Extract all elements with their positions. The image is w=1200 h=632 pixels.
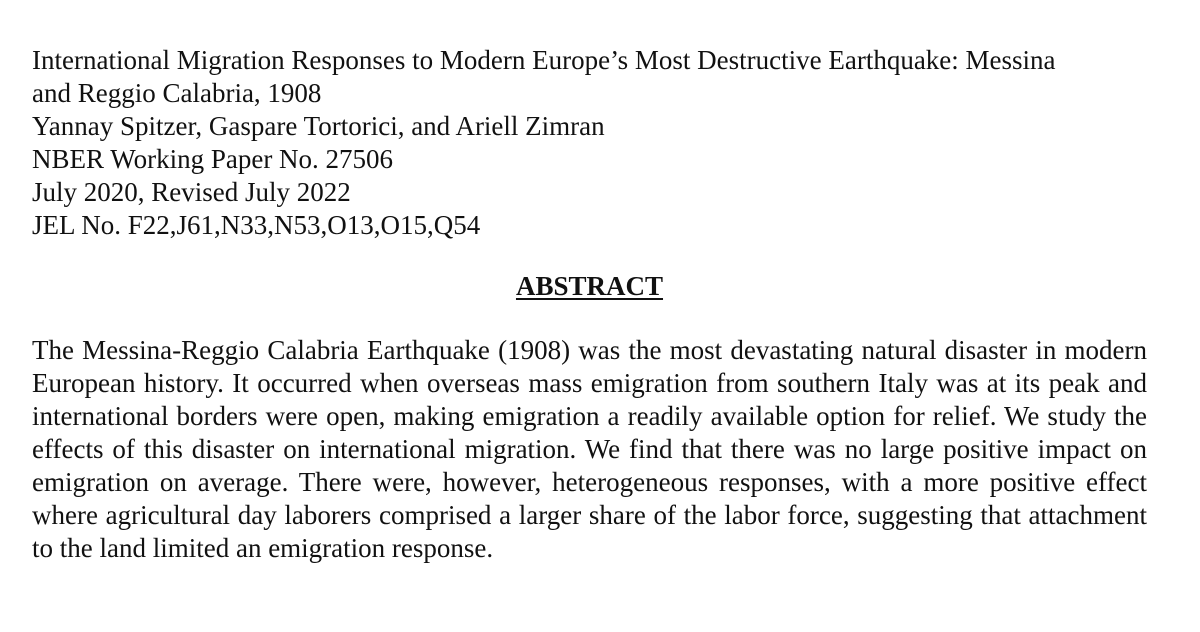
abstract-text: The Messina-Reggio Calabria Earthquake (1908) was the most devastating natural disaster in modern European history. It occurred when overseas mass emigration from southern Italy was at its peak and international borders were open, making emigration a readily available option for relief. We study the effects of this disaster on international migration. We find that there was no large positive impact on emigration on average. There were, however, heterogeneous responses, with a more positive effect where agricultural day laborers comprised a larger share of the labor force, suggesting that attachment to the land limited an emigration response.: [32, 335, 1147, 563]
abstract-heading: ABSTRACT: [515, 271, 664, 301]
paper-jel-codes: JEL No. F22,J61,N33,N53,O13,O15,Q54: [32, 210, 481, 240]
paper-title-line-1: International Migration Responses to Modern Europe’s Most Destructive Earthquake: Messina: [32, 45, 1056, 75]
paper-title-line-2: and Reggio Calabria, 1908: [32, 78, 322, 108]
paper-date: July 2020, Revised July 2022: [32, 177, 351, 207]
paper-page: [32, 44, 1147, 565]
paper-authors: Yannay Spitzer, Gaspare Tortorici, and Ariell Zimran: [32, 111, 605, 141]
paper-series: NBER Working Paper No. 27506: [32, 144, 394, 174]
